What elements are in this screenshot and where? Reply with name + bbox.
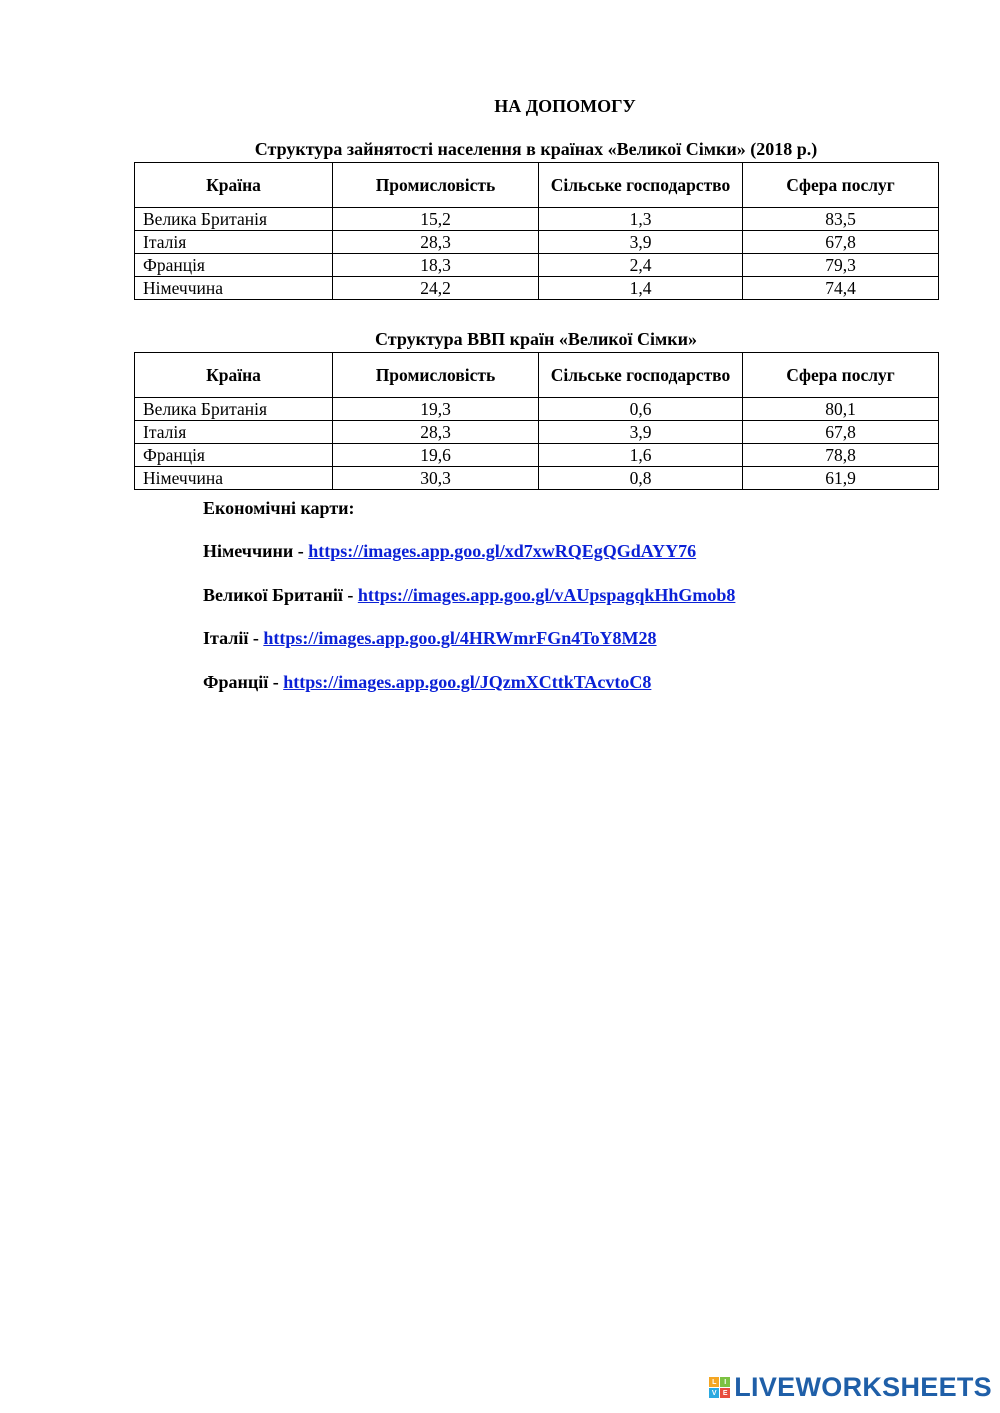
table-cell: 30,3 bbox=[333, 467, 539, 490]
table-cell: 61,9 bbox=[743, 467, 939, 490]
table-cell: Італія bbox=[135, 231, 333, 254]
page-title: НА ДОПОМОГУ bbox=[494, 96, 636, 116]
table-row bbox=[135, 467, 939, 490]
map-link-uk-line bbox=[203, 585, 735, 606]
liveworksheets-logo bbox=[709, 1372, 992, 1403]
table-cell: 83,5 bbox=[743, 208, 939, 231]
table-cell: 78,8 bbox=[743, 444, 939, 467]
map-link-italy[interactable]: https://images.app.goo.gl/4HRWmrFGn4ToY8M28 bbox=[263, 628, 657, 648]
table-cell: 74,4 bbox=[743, 277, 939, 300]
table-cell: Німеччина bbox=[135, 277, 333, 300]
map-label-italy: Італії - bbox=[203, 628, 264, 648]
table-cell: Італія bbox=[135, 421, 333, 444]
map-label-germany: Німеччини - bbox=[203, 541, 309, 561]
map-link-france[interactable]: https://images.app.goo.gl/JQzmXCttkTAcvtoC8 bbox=[283, 672, 652, 692]
table-row bbox=[135, 231, 939, 254]
column-header-agriculture: Сільське господарство bbox=[539, 353, 743, 398]
table-cell: 67,8 bbox=[743, 231, 939, 254]
table-cell: 1,6 bbox=[539, 444, 743, 467]
employment-table bbox=[134, 162, 939, 300]
table-cell: 15,2 bbox=[333, 208, 539, 231]
table-cell: 67,8 bbox=[743, 421, 939, 444]
column-header-industry: Промисловість bbox=[333, 353, 539, 398]
map-link-uk[interactable]: https://images.app.goo.gl/vAUpspagqkHhGmob8 bbox=[357, 585, 736, 605]
gdp-table bbox=[134, 352, 939, 490]
logo-tile: I bbox=[720, 1377, 730, 1387]
table-cell: Велика Британія bbox=[135, 398, 333, 421]
column-header-country: Країна bbox=[135, 353, 333, 398]
table-cell: 0,8 bbox=[539, 467, 743, 490]
table-row bbox=[135, 208, 939, 231]
map-label-uk: Великої Британії - bbox=[203, 585, 358, 605]
logo-tile: L bbox=[709, 1377, 719, 1387]
employment-table-caption: Структура зайнятості населення в країнах «Великої Сімки» (2018 р.) bbox=[254, 139, 818, 159]
table-cell: 3,9 bbox=[539, 231, 743, 254]
map-link-germany[interactable]: https://images.app.goo.gl/xd7xwRQEgQGdAYY76 bbox=[308, 541, 697, 561]
table-cell: Велика Британія bbox=[135, 208, 333, 231]
table-cell: 19,3 bbox=[333, 398, 539, 421]
table-row bbox=[135, 254, 939, 277]
column-header-agriculture: Сільське господарство bbox=[539, 163, 743, 208]
table-cell: 80,1 bbox=[743, 398, 939, 421]
table-cell: 19,6 bbox=[333, 444, 539, 467]
table-row bbox=[135, 421, 939, 444]
liveworksheets-logo-icon bbox=[709, 1377, 730, 1398]
gdp-table-caption: Структура ВВП країн «Великої Сімки» bbox=[375, 329, 697, 349]
map-link-france-line bbox=[203, 672, 651, 693]
table-cell: Німеччина bbox=[135, 467, 333, 490]
table-header-row bbox=[135, 163, 939, 208]
table-row bbox=[135, 444, 939, 467]
column-header-services: Сфера послуг bbox=[743, 353, 939, 398]
table-cell: Франція bbox=[135, 254, 333, 277]
map-link-germany-line bbox=[203, 541, 696, 562]
logo-tile: E bbox=[720, 1388, 730, 1398]
table-cell: 0,6 bbox=[539, 398, 743, 421]
table-cell: 1,4 bbox=[539, 277, 743, 300]
table-cell: 2,4 bbox=[539, 254, 743, 277]
logo-tile: V bbox=[709, 1388, 719, 1398]
map-label-france: Франції - bbox=[203, 672, 284, 692]
table-cell: 79,3 bbox=[743, 254, 939, 277]
table-cell: 18,3 bbox=[333, 254, 539, 277]
table-cell: Франція bbox=[135, 444, 333, 467]
table-cell: 24,2 bbox=[333, 277, 539, 300]
map-link-italy-line bbox=[203, 628, 657, 649]
table-cell: 1,3 bbox=[539, 208, 743, 231]
liveworksheets-logo-text: LIVEWORKSHEETS bbox=[734, 1372, 992, 1402]
table-cell: 28,3 bbox=[333, 231, 539, 254]
table-cell: 3,9 bbox=[539, 421, 743, 444]
table-row bbox=[135, 398, 939, 421]
table-row bbox=[135, 277, 939, 300]
table-header-row bbox=[135, 353, 939, 398]
maps-heading: Економічні карти: bbox=[203, 498, 355, 518]
table-cell: 28,3 bbox=[333, 421, 539, 444]
column-header-country: Країна bbox=[135, 163, 333, 208]
column-header-industry: Промисловість bbox=[333, 163, 539, 208]
column-header-services: Сфера послуг bbox=[743, 163, 939, 208]
